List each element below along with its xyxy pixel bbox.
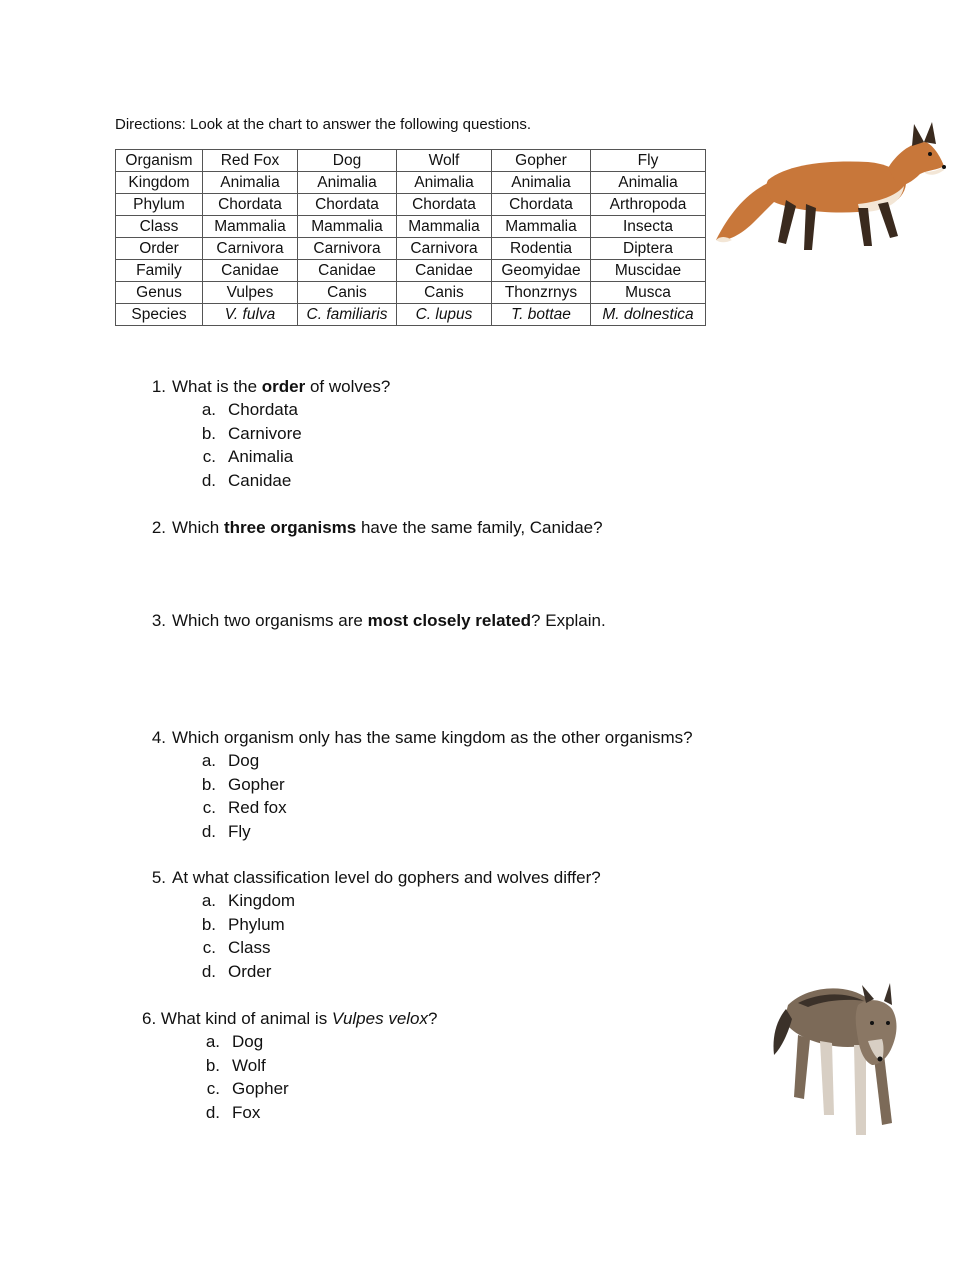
table-header-cell: Organism [116,150,203,172]
table-header-row [116,150,706,172]
table-cell: Carnivora [397,238,492,260]
question-text: Which organism only has the same kingdom as the other organisms? [172,728,693,747]
table-cell: Canis [298,282,397,304]
table-cell: Animalia [298,172,397,194]
wolf-icon [768,975,900,1145]
table-cell: Animalia [397,172,492,194]
table-row [116,194,706,216]
question-text: What is the order of wolves? [172,377,391,396]
row-label: Kingdom [116,172,203,194]
table-header-cell: Gopher [492,150,591,172]
table-cell: Muscidae [591,260,706,282]
table-cell: Mammalia [492,216,591,238]
table-cell: Thonzrnys [492,282,591,304]
table-cell: Carnivora [298,238,397,260]
table-cell: Animalia [492,172,591,194]
table-row [116,304,706,326]
question-number: 5. [151,868,166,887]
table-header-cell: Wolf [397,150,492,172]
table-cell: C. lupus [397,304,492,326]
table-cell: Chordata [203,194,298,216]
row-label: Genus [116,282,203,304]
table-row [116,238,706,260]
row-label: Order [116,238,203,260]
table-cell: Canidae [298,260,397,282]
table-row [116,216,706,238]
table-cell: Animalia [591,172,706,194]
row-label: Species [116,304,203,326]
table-cell: V. fulva [203,304,298,326]
table-cell: T. bottae [492,304,591,326]
table-cell: Musca [591,282,706,304]
table-cell: M. dolnestica [591,304,706,326]
table-header-cell: Red Fox [203,150,298,172]
table-header-cell: Dog [298,150,397,172]
question-number: 2. [151,518,166,537]
directions-text: Directions: Look at the chart to answer the following questions. [115,116,532,133]
question-number: 4. [151,728,166,747]
question-text: At what classification level do gophers and wolves differ? [172,868,601,887]
row-label: Phylum [116,194,203,216]
table-cell: Rodentia [492,238,591,260]
question-text: Which three organisms have the same family, Canidae? [172,518,603,537]
table-cell: Canidae [397,260,492,282]
table-cell: Mammalia [397,216,492,238]
table-cell: Mammalia [298,216,397,238]
table-cell: Chordata [298,194,397,216]
table-cell: Mammalia [203,216,298,238]
row-label: Class [116,216,203,238]
table-cell: Diptera [591,238,706,260]
table-cell: Geomyidae [492,260,591,282]
table-cell: Insecta [591,216,706,238]
question-text: Which two organisms are most closely related? Explain. [172,611,606,630]
fox-icon [708,112,948,262]
table-cell: Carnivora [203,238,298,260]
question-6: 6. What kind of animal is Vulpes velox? [142,1009,438,1028]
table-cell: Canidae [203,260,298,282]
table-cell: Arthropoda [591,194,706,216]
classification-table [115,149,706,326]
table-header-cell: Fly [591,150,706,172]
table-row [116,260,706,282]
table-row [116,172,706,194]
table-cell: C. familiaris [298,304,397,326]
table-cell: Chordata [492,194,591,216]
question-number: 3. [151,611,166,630]
table-row [116,282,706,304]
table-cell: Animalia [203,172,298,194]
table-cell: Canis [397,282,492,304]
table-cell: Vulpes [203,282,298,304]
question-number: 1. [151,377,166,396]
table-cell: Chordata [397,194,492,216]
row-label: Family [116,260,203,282]
